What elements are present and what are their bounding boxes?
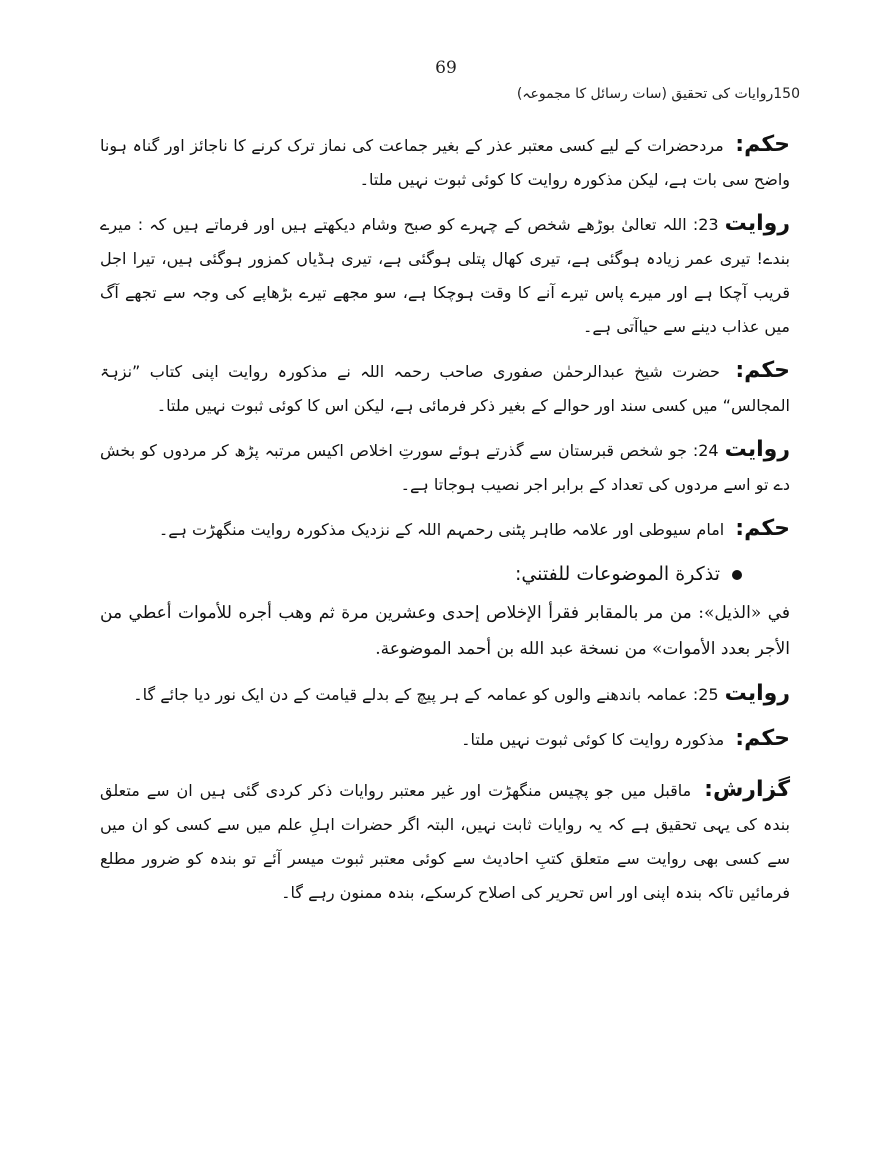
ruling-label: حکم:	[735, 132, 790, 157]
source-bullet	[100, 557, 790, 591]
narration-text-23: اللہ تعالیٰ بوڑھے شخص کے چہرے کو صبح وشام دیکھتے ہیں اور فرماتے ہیں کہ : میرے بندے! تیری عمر زیادہ ہوگئی ہے، تیری کھال پتلی ہوگئی ہے، تیری ہڈیاں کمزور ہوگئی ہیں، تیرا اجل قریب آچکا ہے اور میرے پاس تیرے آنے کا وقت ہوچکا ہے، سو مجھے تیرے بڑھاپے کی وجہ سے تجھے آگ میں عذاب دینے سے حیاآتی ہے۔	[100, 215, 790, 336]
ruling-paragraph-4	[100, 722, 790, 757]
arabic-quotation: في «الذيل»: من مر بالمقابر فقرأ الإخلاص إحدى وعشرين مرة ثم وهب أجره للأموات أعطي من الأجر بعدد الأموات» من نسخة عبد الله بن أحمد الموضوعة.	[100, 603, 790, 659]
page-number: 69	[435, 58, 457, 78]
source-heading: تذكرة الموضوعات للفتني:	[514, 563, 720, 585]
request-paragraph	[100, 773, 790, 910]
request-text: ماقبل میں جو پچیس منگھڑت اور غیر معتبر روایات ذکر کردی گئی ہیں ان سے متعلق بندہ کی یہی تحقیق ہے کہ یہ روایات ثابت نہیں، البتہ اگر حضرات اہلِ علم میں سے کسی کو ان میں سے کسی بھی روایت سے متعلق کتبِ احادیث سے کوئی معتبر ثبوت میسر آئے تو بندہ کو ضرور مطلع فرمائیں تاکہ بندہ اپنی اور اس تحریر کی اصلاح کرسکے، بندہ ممنون رہے گا۔	[100, 781, 790, 902]
ruling-text-1: مردحضرات کے لیے کسی معتبر عذر کے بغیر جماعت کی نماز ترک کرنے کا ناجائز اور گناہ ہونا واضح سی بات ہے، لیکن مذکورہ روایت کا کوئی ثبوت نہیں ملتا۔	[100, 136, 790, 189]
ruling-label: حکم:	[735, 516, 790, 541]
narration-label: روایت	[724, 437, 791, 462]
narration-text-25: عمامہ باندھنے والوں کو عمامہ کے ہر پیچ کے بدلے قیامت کے دن ایک نور دیا جائے گا۔	[133, 685, 688, 704]
narration-label: روایت	[724, 211, 790, 236]
ruling-paragraph-1	[100, 128, 790, 197]
ruling-paragraph-3	[100, 512, 790, 547]
request-label: گزارش:	[704, 777, 790, 802]
ruling-text-4: مذکورہ روایت کا کوئی ثبوت نہیں ملتا۔	[461, 730, 725, 749]
narration-number-24: 24:	[692, 441, 719, 460]
page-body	[100, 128, 790, 920]
narration-paragraph-23	[100, 207, 790, 344]
narration-paragraph-24	[100, 433, 790, 502]
narration-paragraph-25	[100, 677, 790, 712]
running-header: 150روایات کی تحقیق (سات رسائل کا مجموعہ)	[516, 86, 800, 102]
ruling-label: حکم:	[735, 358, 791, 383]
ruling-text-3: امام سیوطی اور علامہ طاہر پٹنی رحمہم اللہ کے نزدیک مذکورہ روایت منگھڑت ہے۔	[158, 520, 725, 539]
bullet-icon	[732, 570, 742, 580]
ruling-label: حکم:	[735, 726, 790, 751]
narration-number-23: 23:	[692, 215, 719, 234]
narration-label: روایت	[724, 681, 790, 706]
narration-number-25: 25:	[692, 685, 719, 704]
narration-text-24: جو شخص قبرستان سے گذرتے ہوئے سورتِ اخلاص اکیس مرتبہ پڑھ کر مردوں کو بخش دے تو اسے مردوں کی تعداد کے برابر اجر نصیب ہوجاتا ہے۔	[100, 441, 790, 494]
ruling-paragraph-2	[100, 354, 790, 423]
ruling-text-2: حضرت شیخ عبدالرحمٰن صفوری صاحب رحمہ اللہ نے مذکورہ روایت اپنی کتاب ”نزہۃ المجالس“ میں کسی سند اور حوالے کے بغیر ذکر فرمائی ہے، لیکن اس کا کوئی ثبوت نہیں ملتا۔	[100, 362, 790, 415]
